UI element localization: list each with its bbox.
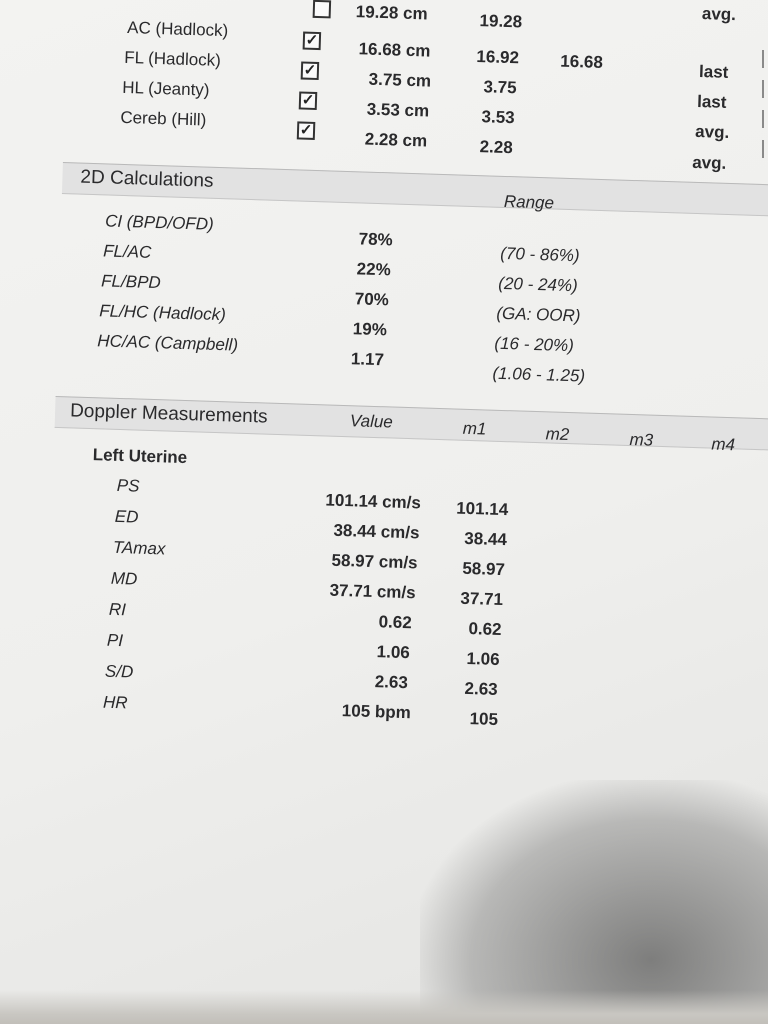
doppler-name: PS [116,475,140,496]
biometry-value: 19.28 cm [355,2,428,24]
biometry-method: avg. [694,121,730,142]
doppler-value: 0.62 [378,612,413,633]
doppler-col-m2: m2 [545,424,570,445]
doppler-value: 101.14 cm/s [325,490,422,513]
doppler-name: MD [110,568,138,589]
biometry-m1: 3.53 [481,107,515,128]
biometry-method: last [696,91,727,112]
biometry-m1: 3.75 [483,77,517,98]
calc-name: HC/AC (Campbell) [97,331,239,355]
doppler-name: ED [114,506,139,527]
calc-value: 1.17 [350,349,385,370]
calc-value: 70% [354,289,390,310]
biometry-name: HL (Jeanty) [122,77,210,100]
biometry-value: 3.75 cm [368,69,432,91]
page-edge-mark [762,80,764,98]
doppler-value: 105 bpm [341,701,412,723]
calc-value: 78% [358,229,393,250]
biometry-name: AC (Hadlock) [126,18,229,41]
doppler-name: HR [102,692,128,713]
doppler-col-m1: m1 [462,418,487,439]
calc-range: (1.06 - 1.25) [492,363,586,386]
doppler-m1: 105 [469,709,499,729]
biometry-checkbox[interactable] [313,0,332,18]
doppler-title: Doppler Measurements [69,400,268,428]
calc-name: CI (BPD/OFD) [104,211,214,234]
biometry-trailing-method: avg. [691,152,727,173]
biometry-method: avg. [701,4,737,25]
page-edge-mark [762,110,764,128]
biometry-name: Cereb (Hill) [120,107,207,130]
biometry-m2: 16.68 [560,51,604,72]
calc-range: (GA: OOR) [496,303,581,326]
page-edge-mark [762,50,764,68]
biometry-name: FL (Hadlock) [123,47,222,70]
biometry-m1: 2.28 [479,137,514,158]
doppler-m1: 58.97 [462,558,506,580]
calc-range: (20 - 24%) [498,273,578,296]
doppler-name: RI [108,599,127,620]
biometry-checkbox[interactable]: ✓ [303,32,322,51]
calc-name: FL/HC (Hadlock) [98,301,227,325]
doppler-m1: 2.63 [464,678,498,699]
doppler-name: PI [106,630,124,651]
page-bottom-edge [0,990,768,1024]
biometry-checkbox[interactable]: ✓ [297,121,316,140]
biometry-m1: 16.92 [476,46,520,68]
doppler-m1: 37.71 [460,588,504,610]
biometry-checkbox[interactable]: ✓ [301,61,320,80]
biometry-m1: 19.28 [479,11,523,32]
calc-range: (16 - 20%) [494,333,575,356]
doppler-m1: 0.62 [468,619,502,640]
doppler-name: S/D [104,661,134,682]
doppler-col-value: Value [349,411,394,432]
calc-name: FL/BPD [100,271,162,293]
calc-value: 22% [356,259,392,280]
biometry-method: last [698,61,729,82]
doppler-value: 37.71 cm/s [329,580,416,603]
biometry-value: 16.68 cm [358,39,431,61]
biometry-value: 2.28 cm [364,129,428,151]
doppler-m1: 1.06 [466,648,500,670]
biometry-checkbox[interactable]: ✓ [299,91,318,110]
calc-range: (70 - 86%) [499,243,580,266]
doppler-col-m4: m4 [711,434,736,455]
calculations-title: 2D Calculations [80,166,214,192]
biometry-value: 3.53 cm [366,99,430,121]
biometry-section [0,0,768,173]
doppler-group-label: Left Uterine [92,445,188,468]
doppler-col-m3: m3 [629,429,654,450]
doppler-value: 2.63 [374,672,409,693]
doppler-m1: 101.14 [455,498,509,520]
doppler-value: 58.97 cm/s [331,550,418,573]
doppler-value: 38.44 cm/s [333,520,420,543]
doppler-value: 1.06 [376,642,411,663]
doppler-m1: 38.44 [464,528,508,550]
calc-name: FL/AC [102,241,152,262]
calculations-range-header: Range [503,191,555,213]
doppler-name: TAmax [112,537,166,559]
calc-value: 19% [352,319,388,340]
page-edge-mark [762,140,764,158]
